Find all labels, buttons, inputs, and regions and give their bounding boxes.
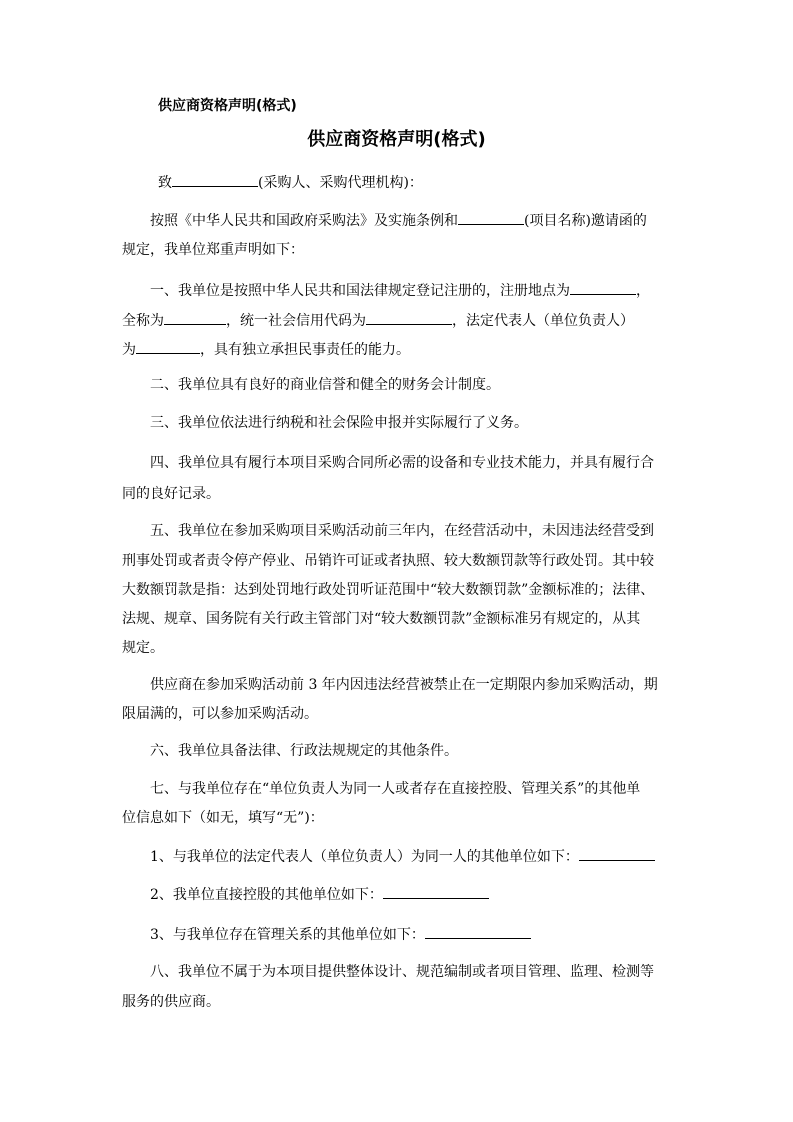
same-representative-blank[interactable] (579, 846, 655, 861)
item1-text-d: ，统一社会信用代码为 (226, 313, 366, 329)
item1-line-3 (122, 339, 410, 360)
sub-item-1-text: 1、与我单位的法定代表人（单位负责人）为同一人的其他单位如下： (150, 849, 579, 865)
item1-text-f: 为 (122, 342, 136, 358)
item1-text-g: ，具有独立承担民事责任的能力。 (200, 342, 410, 358)
intro-line-2: 规定，我单位郑重声明如下： (122, 242, 304, 258)
item2: 二、我单位具有良好的商业信誉和健全的财务会计制度。 (150, 377, 500, 393)
item1-text-a: 一、我单位是按照中华人民共和国法律规定登记注册的，注册地点为 (150, 283, 570, 299)
registration-place-blank[interactable] (570, 280, 636, 295)
item5-line-3: 大数额罚款是指：达到处罚地行政处罚听证范围中“较大数额罚款”金额标准的；法律、 (122, 582, 655, 598)
item8-line-1: 八、我单位不属于为本项目提供整体设计、规范编制或者项目管理、监理、检测等 (150, 964, 654, 980)
item1-text-b: ， (636, 283, 650, 299)
managed-units-blank[interactable] (425, 924, 531, 939)
item4-line-1: 四、我单位具有履行本项目采购合同所必需的设备和专业技术能力，并具有履行合 (150, 455, 654, 471)
sub-item-2 (150, 884, 489, 905)
full-name-blank[interactable] (164, 310, 226, 325)
item7-line-1: 七、与我单位存在“单位负责人为同一人或者存在直接控股、管理关系”的其他单 (150, 781, 641, 797)
item7-line-2: 位信息如下（如无，填写“无”)： (122, 810, 324, 826)
item1-line-1 (150, 280, 650, 301)
sub-item-2-text: 2、我单位直接控股的其他单位如下： (150, 887, 383, 903)
sub-item-3-text: 3、与我单位存在管理关系的其他单位如下： (150, 927, 425, 943)
sub-item-1 (150, 846, 655, 867)
item5-line-2: 刑事处罚或者责令停产停业、吊销许可证或者执照、较大数额罚款等行政处罚。其中较 (122, 553, 654, 569)
item3: 三、我单位依法进行纳税和社会保险申报并实际履行了义务。 (150, 415, 528, 431)
intro-text-b: (项目名称)邀请函的 (524, 213, 647, 229)
item4-line-2: 同的良好记录。 (122, 486, 220, 502)
legal-representative-blank[interactable] (136, 339, 200, 354)
item8-line-2: 服务的供应商。 (122, 994, 220, 1010)
salutation-prefix: 致 (158, 175, 172, 191)
intro-text-a: 按照《中华人民共和国政府采购法》及实施条例和 (150, 213, 458, 229)
intro-line-1 (150, 210, 647, 231)
credit-code-blank[interactable] (366, 310, 452, 325)
salutation-suffix: (采购人、采购代理机构)： (258, 175, 423, 191)
note-line-2: 限届满的，可以参加采购活动。 (122, 706, 318, 722)
salutation (158, 172, 423, 193)
document-title: 供应商资格声明(格式) (307, 129, 486, 150)
sub-item-3 (150, 924, 531, 945)
item5-line-4: 法规、规章、国务院有关行政主管部门对“较大数额罚款”金额标准另有规定的，从其 (122, 611, 641, 627)
item5-line-1: 五、我单位在参加采购项目采购活动前三年内，在经营活动中，未因违法经营受到 (150, 523, 654, 539)
item1-line-2 (122, 310, 634, 331)
item1-text-c: 全称为 (122, 313, 164, 329)
item1-text-e: ，法定代表人（单位负责人） (452, 313, 634, 329)
section-heading: 供应商资格声明(格式) (158, 98, 297, 114)
controlled-units-blank[interactable] (383, 884, 489, 899)
note-line-1: 供应商在参加采购活动前 3 年内因违法经营被禁止在一定期限内参加采购活动，期 (150, 677, 658, 693)
item6: 六、我单位具备法律、行政法规规定的其他条件。 (150, 743, 458, 759)
purchaser-blank[interactable] (172, 172, 258, 187)
project-name-blank[interactable] (458, 210, 524, 225)
item5-line-5: 规定。 (122, 640, 164, 656)
